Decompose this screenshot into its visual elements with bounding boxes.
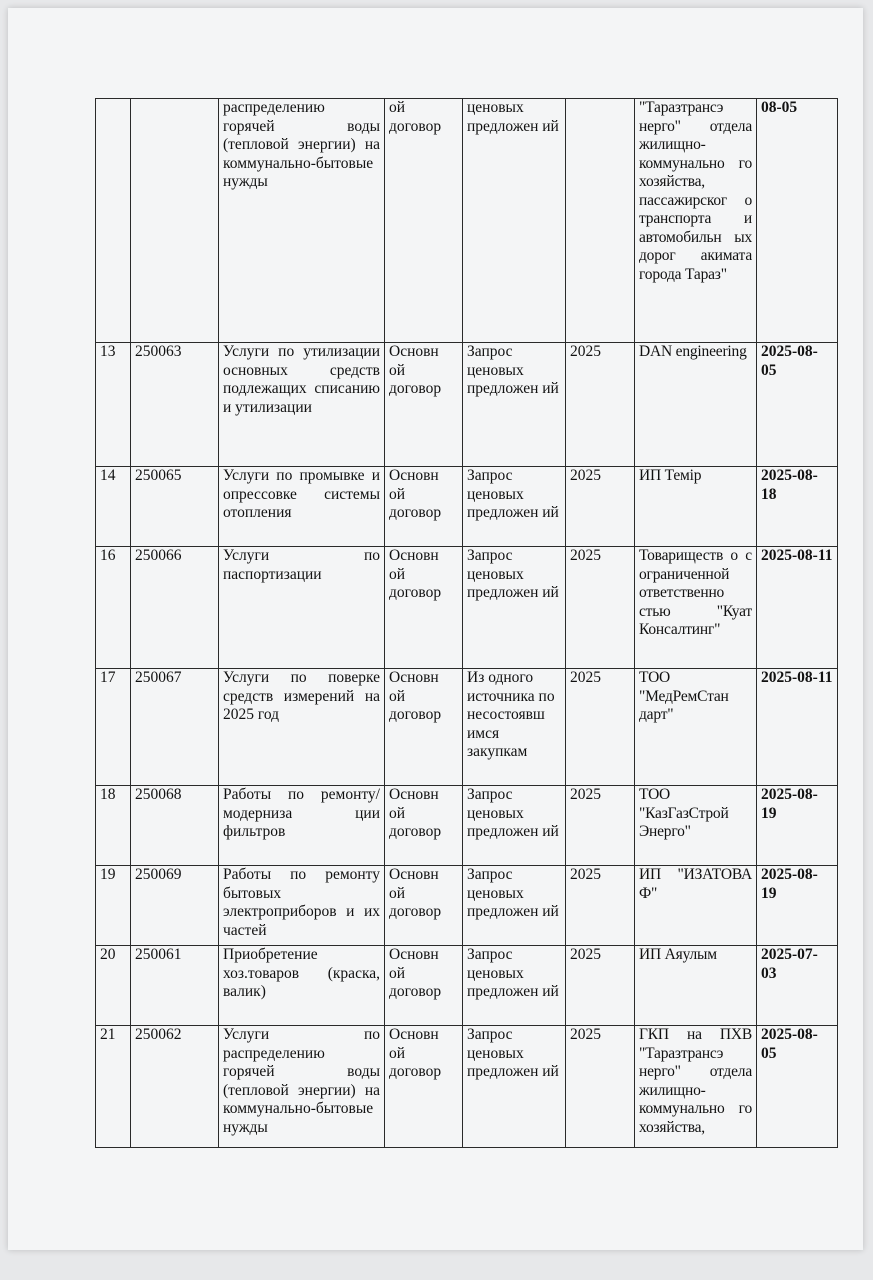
supplier-name-cell	[635, 99, 757, 343]
table-row	[96, 866, 838, 946]
row-number: 16	[100, 547, 116, 564]
contract-type-cell	[385, 99, 463, 343]
contract-year: 2025	[570, 946, 601, 963]
contract-date-cell	[757, 946, 838, 1026]
item-name-cell	[219, 1026, 385, 1148]
supplier-name-cell	[635, 866, 757, 946]
item-name: Приобретение хоз.товаров (краска, валик)	[223, 946, 380, 1000]
item-name-cell	[219, 467, 385, 547]
procurement-code: 250062	[135, 1026, 182, 1043]
procurement-method-cell	[463, 946, 566, 1026]
contract-type-cell	[385, 946, 463, 1026]
table-row	[96, 343, 838, 467]
row-number: 14	[100, 467, 116, 484]
procurement-code-cell	[131, 866, 219, 946]
contract-year-cell	[566, 343, 635, 467]
contract-date: 2025-08-19	[761, 866, 818, 902]
row-number-cell	[96, 547, 131, 669]
contract-type-cell	[385, 343, 463, 467]
supplier-name: Товариществ о с ограниченной ответственно стью "Куат Консалтинг"	[639, 547, 752, 638]
procurement-code-cell	[131, 669, 219, 786]
procurement-method: Запрос ценовых предложен ий	[467, 866, 559, 920]
procurement-method-cell	[463, 467, 566, 547]
contract-type-cell	[385, 467, 463, 547]
contract-date-cell	[757, 866, 838, 946]
contract-year-cell	[566, 669, 635, 786]
item-name: Услуги по поверке средств измерений на 2025 год	[223, 669, 380, 723]
supplier-name-cell	[635, 343, 757, 467]
procurement-code: 250061	[135, 946, 182, 963]
contract-type: Основн ой договор	[389, 866, 442, 920]
supplier-name: ИП Аяулым	[639, 946, 717, 963]
contract-year: 2025	[570, 343, 601, 360]
contract-date: 2025-07-03	[761, 946, 818, 982]
contract-type-cell	[385, 786, 463, 866]
procurement-method-cell	[463, 343, 566, 467]
item-name: Работы по ремонту бытовых электроприборов и их частей	[223, 866, 380, 939]
contract-year: 2025	[570, 786, 601, 803]
supplier-name-cell	[635, 547, 757, 669]
procurement-code: 250067	[135, 669, 182, 686]
table-row	[96, 467, 838, 547]
supplier-name: ИП "ИЗАТОВА Ф"	[639, 866, 752, 902]
procurement-code: 250066	[135, 547, 182, 564]
supplier-name-cell	[635, 669, 757, 786]
row-number-cell	[96, 1026, 131, 1148]
contract-type: Основн ой договор	[389, 1026, 442, 1080]
supplier-name: ГКП на ПХВ "Таразтрансэ нерго" отдела жилищно-коммунально го хозяйства,	[639, 1026, 752, 1136]
contract-date: 2025-08-05	[761, 343, 818, 379]
contract-date: 2025-08-11	[761, 669, 833, 686]
contract-year-cell	[566, 866, 635, 946]
contract-date-cell	[757, 1026, 838, 1148]
procurement-code-cell	[131, 786, 219, 866]
item-name-cell	[219, 669, 385, 786]
row-number-cell	[96, 99, 131, 343]
item-name: распределению горячей воды (тепловой энергии) на коммунально-бытовые нужды	[223, 99, 380, 190]
item-name-cell	[219, 99, 385, 343]
supplier-name: DAN engineering	[639, 343, 747, 360]
procurement-code-cell	[131, 946, 219, 1026]
row-number-cell	[96, 343, 131, 467]
contract-year-cell	[566, 467, 635, 547]
procurement-method: Запрос ценовых предложен ий	[467, 1026, 559, 1080]
procurement-table	[95, 98, 838, 1148]
contract-date: 2025-08-18	[761, 467, 818, 503]
procurement-method: Запрос ценовых предложен ий	[467, 946, 559, 1000]
procurement-method: Запрос ценовых предложен ий	[467, 343, 559, 397]
procurement-method-cell	[463, 669, 566, 786]
item-name: Услуги по распределению горячей воды (тепловой энергии) на коммунально-бытовые нужды	[223, 1026, 380, 1136]
contract-year-cell	[566, 1026, 635, 1148]
table-row	[96, 946, 838, 1026]
table-row	[96, 786, 838, 866]
contract-year-cell	[566, 99, 635, 343]
procurement-method-cell	[463, 99, 566, 343]
contract-year-cell	[566, 547, 635, 669]
supplier-name: ТОО "КазГазСтрой Энерго"	[639, 786, 729, 840]
contract-type: Основн ой договор	[389, 669, 442, 723]
contract-type: ой договор	[389, 99, 442, 135]
item-name-cell	[219, 866, 385, 946]
contract-year-cell	[566, 946, 635, 1026]
item-name: Услуги по паспортизации	[223, 547, 380, 583]
item-name-cell	[219, 786, 385, 866]
row-number-cell	[96, 467, 131, 547]
procurement-code: 250069	[135, 866, 182, 883]
row-number: 21	[100, 1026, 116, 1043]
procurement-code-cell	[131, 343, 219, 467]
procurement-code-cell	[131, 547, 219, 669]
row-number: 20	[100, 946, 116, 963]
procurement-code: 250063	[135, 343, 182, 360]
contract-type: Основн ой договор	[389, 467, 442, 521]
procurement-code-cell	[131, 1026, 219, 1148]
contract-type-cell	[385, 1026, 463, 1148]
row-number: 17	[100, 669, 116, 686]
contract-date: 2025-08-11	[761, 547, 833, 564]
supplier-name: ИП Темір	[639, 467, 702, 484]
procurement-method-cell	[463, 866, 566, 946]
procurement-method: Из одного источника по несостоявш имся закупкам	[467, 669, 555, 760]
contract-type-cell	[385, 669, 463, 786]
item-name: Услуги по утилизации основных средств подлежащих списанию и утилизации	[223, 343, 380, 416]
contract-year: 2025	[570, 547, 601, 564]
procurement-code: 250068	[135, 786, 182, 803]
contract-year: 2025	[570, 669, 601, 686]
supplier-name-cell	[635, 786, 757, 866]
row-number: 18	[100, 786, 116, 803]
procurement-method: Запрос ценовых предложен ий	[467, 786, 559, 840]
contract-date: 2025-08-05	[761, 1026, 818, 1062]
procurement-method-cell	[463, 786, 566, 866]
contract-date: 2025-08-19	[761, 786, 818, 822]
row-number-cell	[96, 669, 131, 786]
contract-type: Основн ой договор	[389, 946, 442, 1000]
table-row	[96, 99, 838, 343]
contract-date-cell	[757, 467, 838, 547]
contract-year: 2025	[570, 467, 601, 484]
procurement-code-cell	[131, 99, 219, 343]
contract-date-cell	[757, 343, 838, 467]
item-name: Работы по ремонту/модерниза ции фильтров	[223, 786, 380, 840]
supplier-name: ТОО "МедРемСтан дарт"	[639, 669, 729, 723]
contract-year-cell	[566, 786, 635, 866]
procurement-code: 250065	[135, 467, 182, 484]
procurement-code-cell	[131, 467, 219, 547]
contract-date: 08-05	[761, 99, 798, 116]
procurement-method: ценовых предложен ий	[467, 99, 559, 135]
item-name-cell	[219, 547, 385, 669]
contract-year: 2025	[570, 866, 601, 883]
contract-date-cell	[757, 547, 838, 669]
contract-date-cell	[757, 669, 838, 786]
contract-type: Основн ой договор	[389, 786, 442, 840]
supplier-name: "Таразтрансэ нерго" отдела жилищно-коммунально го хозяйства, пассажирског о транспорта и автомобильн ых дорог акимата города Тараз"	[639, 99, 752, 283]
supplier-name-cell	[635, 1026, 757, 1148]
row-number: 13	[100, 343, 116, 360]
table-row	[96, 1026, 838, 1148]
item-name: Услуги по промывке и опрессовке системы отопления	[223, 467, 380, 521]
row-number: 19	[100, 866, 116, 883]
contract-year: 2025	[570, 1026, 601, 1043]
procurement-method: Запрос ценовых предложен ий	[467, 467, 559, 521]
item-name-cell	[219, 343, 385, 467]
item-name-cell	[219, 946, 385, 1026]
contract-date-cell	[757, 99, 838, 343]
supplier-name-cell	[635, 467, 757, 547]
contract-date-cell	[757, 786, 838, 866]
document-page	[8, 8, 863, 1250]
table-row	[96, 547, 838, 669]
table-row	[96, 669, 838, 786]
supplier-name-cell	[635, 946, 757, 1026]
contract-type-cell	[385, 866, 463, 946]
contract-type: Основн ой договор	[389, 343, 442, 397]
row-number-cell	[96, 786, 131, 866]
contract-type: Основн ой договор	[389, 547, 442, 601]
row-number-cell	[96, 946, 131, 1026]
contract-type-cell	[385, 547, 463, 669]
procurement-method-cell	[463, 547, 566, 669]
procurement-method-cell	[463, 1026, 566, 1148]
procurement-method: Запрос ценовых предложен ий	[467, 547, 559, 601]
row-number-cell	[96, 866, 131, 946]
